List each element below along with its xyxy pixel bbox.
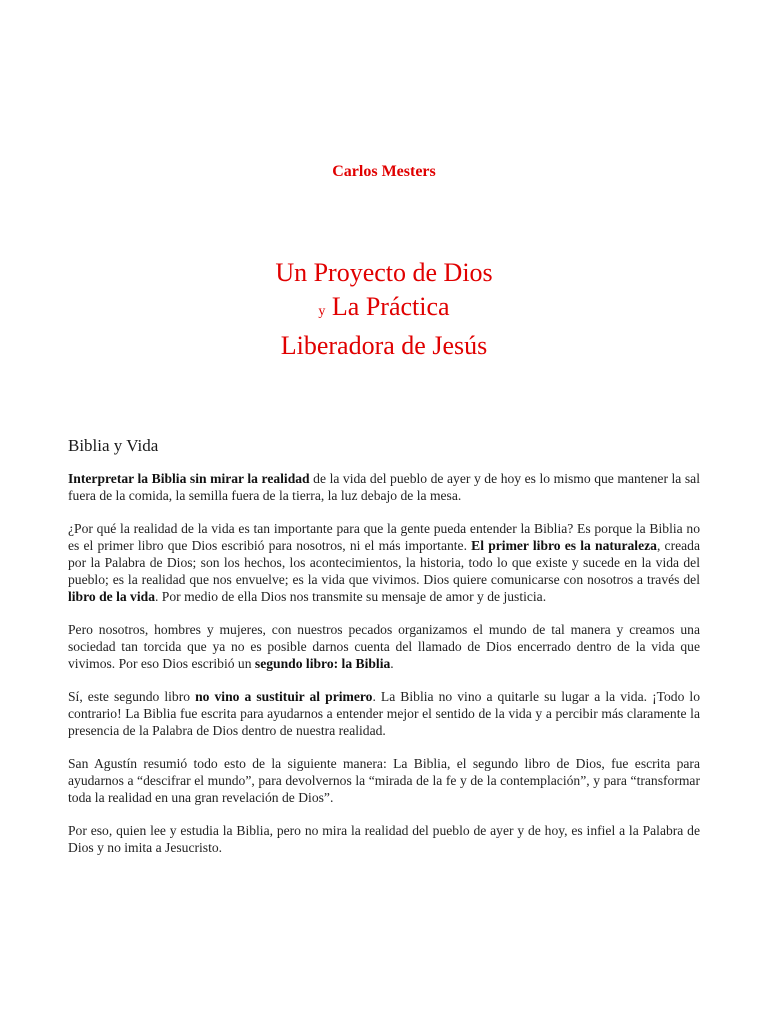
bold-text: no vino a sustituir al primero [195,689,373,704]
paragraph [68,621,700,672]
text-run: , creada por la Palabra de Dios; son los hechos, los acontecimientos, la historia, todo lo que existe y sucede en la vida del pueblo; es la realidad que nos envuelve; es la vida que vivimos. Dios quiere comunicarse con nosotros a través del [68,538,700,587]
bold-text: libro de la vida [68,589,155,604]
section-heading: Biblia y Vida [68,436,159,455]
author-name: Carlos Mesters [332,163,436,180]
text-run: San Agustín resumió todo esto de la siguiente manera: La Biblia, el segundo libro de Dios, fue escrita para ayudarnos a “descifrar el mundo”, para devolvernos la “mirada de la fe y de la contemplación”, y para “transformar toda la realidad en una gran revelación de Dios”. [68,756,700,805]
text-run: Pero nosotros, hombres y mujeres, con nuestros pecados organizamos el mundo de tal manera y creamos una sociedad tan torcida que ya no es posible darnos cuenta del llamado de Dios encerrado dentro de la vida que vivimos. Por eso Dios escribió un [68,622,700,671]
bold-text: El primer libro es la naturaleza [471,538,657,553]
document-title [0,256,768,363]
paragraph [68,688,700,739]
paragraph [68,520,700,605]
text-run: de la vida del pueblo de ayer y de hoy es lo mismo que mantener la sal fuera de la comida, la semilla fuera de la tierra, la luz debajo de la mesa. [68,471,700,503]
text-run: . La Biblia no vino a quitarle su lugar a la vida. ¡Todo lo contrario! La Biblia fue escrita para ayudarnos a entender mejor el sentido de la vida y a percibir más claramente la presencia de la Palabra de Dios dentro de nuestra realidad. [68,689,700,738]
paragraph [68,470,700,504]
title-conjunction: y [318,304,326,319]
title-line-2 [0,290,768,329]
bold-text: segundo libro: la Biblia [254,656,391,671]
text-run: Por eso, quien lee y estudia la Biblia, pero no mira la realidad del pueblo de ayer y de hoy, es infiel a la Palabra de Dios y no imita a Jesucristo. [68,823,700,855]
text-run: . Por medio de ella Dios nos transmite su mensaje de amor y de justicia. [155,589,547,604]
paragraph [68,822,700,856]
title-line-1: Un Proyecto de Dios [275,258,493,287]
text-run: ¿Por qué la realidad de la vida es tan importante para que la gente pueda entender la Biblia? Es porque la Biblia no es el primer libro que Dios escribió para nosotros, ni el más importante. [68,521,700,553]
body-text [68,470,700,872]
text-run: . [390,656,394,671]
text-run: Sí, este segundo libro [68,689,196,704]
paragraph [68,755,700,806]
bold-text: Interpretar la Biblia sin mirar la realidad [68,471,310,486]
title-line-2-text: La Práctica [331,292,450,321]
title-line-3: Liberadora de Jesús [280,331,488,360]
